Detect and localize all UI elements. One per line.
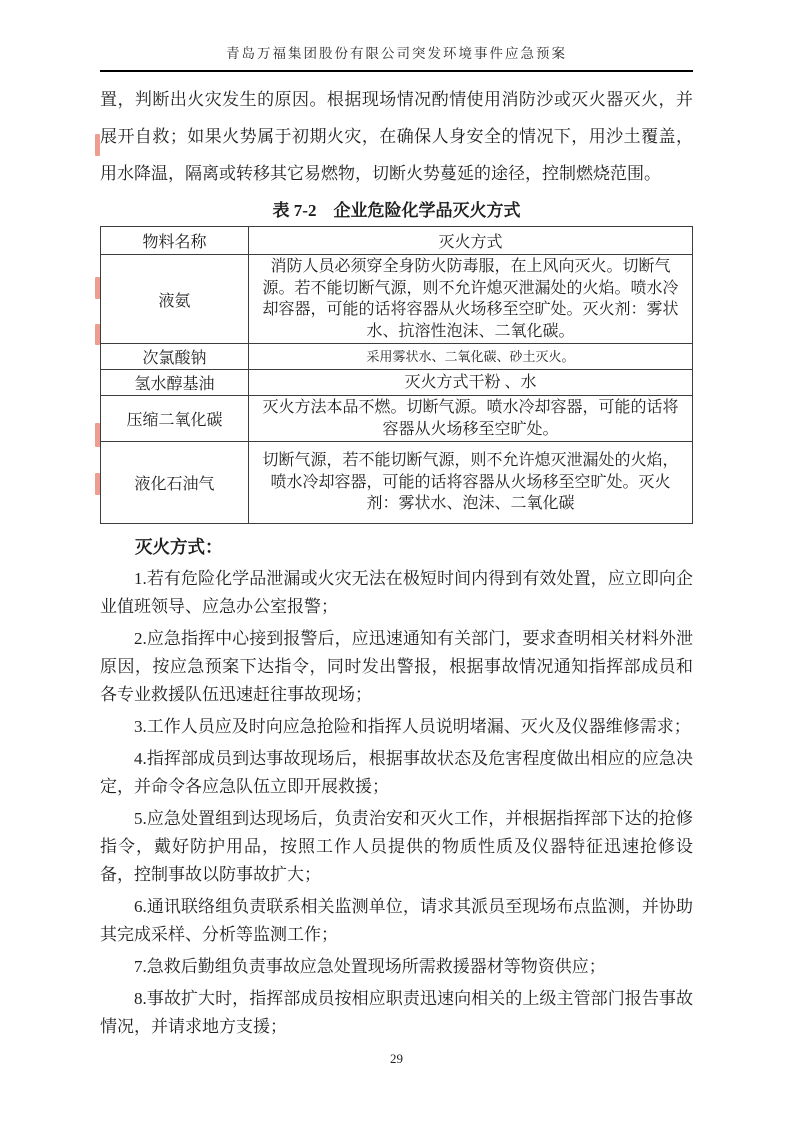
- extinguish-method: 切断气源，若不能切断气源，则不允许熄灭泄漏处的火焰，喷水冷却容器，可能的话将容器从火场移至空旷处。灭火剂：雾状水、泡沫、二氧化碳: [249, 442, 693, 524]
- extinguish-methods-table: [100, 226, 693, 524]
- table-title: 表 7-2 企业危险化学品灭火方式: [272, 201, 521, 220]
- intro-paragraph: 置，判断出火灾发生的原因。根据现场情况酌情使用消防沙或灭火器灭火，并展开自救；如果火势属于初期火灾，在确保人身安全的情况下，用沙土覆盖，用水降温，隔离或转移其它易燃物，切断火势蔓延的途径，控制燃烧范围。: [100, 90, 693, 183]
- page-number: 29: [390, 1050, 403, 1066]
- revision-mark: [95, 134, 100, 156]
- procedure-item: 7.急救后勤组负责事故应急处置现场所需救援器材等物资供应；: [134, 956, 606, 976]
- procedure-item: 2.应急指挥中心接到报警后，应迅速通知有关部门，要求查明相关材料外泄原因，按应急预案下达指令，同时发出警报，根据事故情况通知指挥部成员和各专业救援队伍迅速赶往事故现场；: [100, 628, 693, 704]
- material-name: 压缩二氧化碳: [101, 396, 249, 442]
- procedure-item: 1.若有危险化学品泄漏或火灾无法在极短时间内得到有效处置，应立即向企业值班领导、应急办公室报警；: [100, 568, 693, 616]
- table-header-row: [101, 227, 693, 255]
- table-row: [101, 255, 693, 344]
- table-row: [101, 442, 693, 524]
- document-title: 青岛万福集团股份有限公司突发环境事件应急预案: [226, 46, 567, 61]
- extinguish-method: 消防人员必须穿全身防火防毒服，在上风向灭火。切断气源。若不能切断气源，则不允许熄灭泄漏处的火焰。喷水冷却容器，可能的话将容器从火场移至空旷处。灭火剂：雾状水、抗溶性泡沫、二氧化碳。: [249, 255, 693, 344]
- section-heading: 灭火方式：: [135, 536, 223, 557]
- revision-mark: [95, 277, 100, 299]
- extinguish-method: 灭火方法本品不燃。切断气源。喷水冷却容器，可能的话将容器从火场移至空旷处。: [249, 396, 693, 442]
- procedure-item: 4.指挥部成员到达事故现场后，根据事故状态及危害程度做出相应的应急决定，并命令各应急队伍立即开展救援；: [100, 748, 693, 796]
- header-divider: [100, 70, 693, 72]
- page-header: [100, 42, 693, 72]
- column-header-method: 灭火方式: [249, 227, 693, 255]
- procedure-item: 6.通讯联络组负责联系相关监测单位，请求其派员至现场布点监测，并协助其完成采样、分析等监测工作；: [100, 896, 693, 944]
- procedure-item: 8.事故扩大时，指挥部成员按相应职责迅速向相关的上级主管部门报告事故情况，并请求地方支援；: [100, 988, 693, 1036]
- extinguish-method: 灭火方式干粉 、水: [249, 370, 693, 396]
- material-name: 氢水醇基油: [101, 370, 249, 396]
- extinguish-method: 采用雾状水、二氧化碳、砂土灭火。: [249, 344, 693, 370]
- material-name: 液化石油气: [101, 442, 249, 524]
- column-header-material: 物料名称: [101, 227, 249, 255]
- revision-mark: [95, 473, 100, 495]
- revision-mark: [95, 423, 100, 447]
- procedure-item: 5.应急处置组到达现场后，负责治安和灭火工作，并根据指挥部下达的抢修指令，戴好防护用品，按照工作人员提供的物质性质及仪器特征迅速抢修设备，控制事故以防事故扩大；: [100, 808, 693, 884]
- table-row: [101, 396, 693, 442]
- procedure-item: 3.工作人员应及时向应急抢险和指挥人员说明堵漏、灭火及仪器维修需求；: [134, 716, 691, 736]
- material-name: 液氨: [101, 255, 249, 344]
- table-row: [101, 344, 693, 370]
- revision-mark: [95, 324, 100, 345]
- material-name: 次氯酸钠: [101, 344, 249, 370]
- table-row: [101, 370, 693, 396]
